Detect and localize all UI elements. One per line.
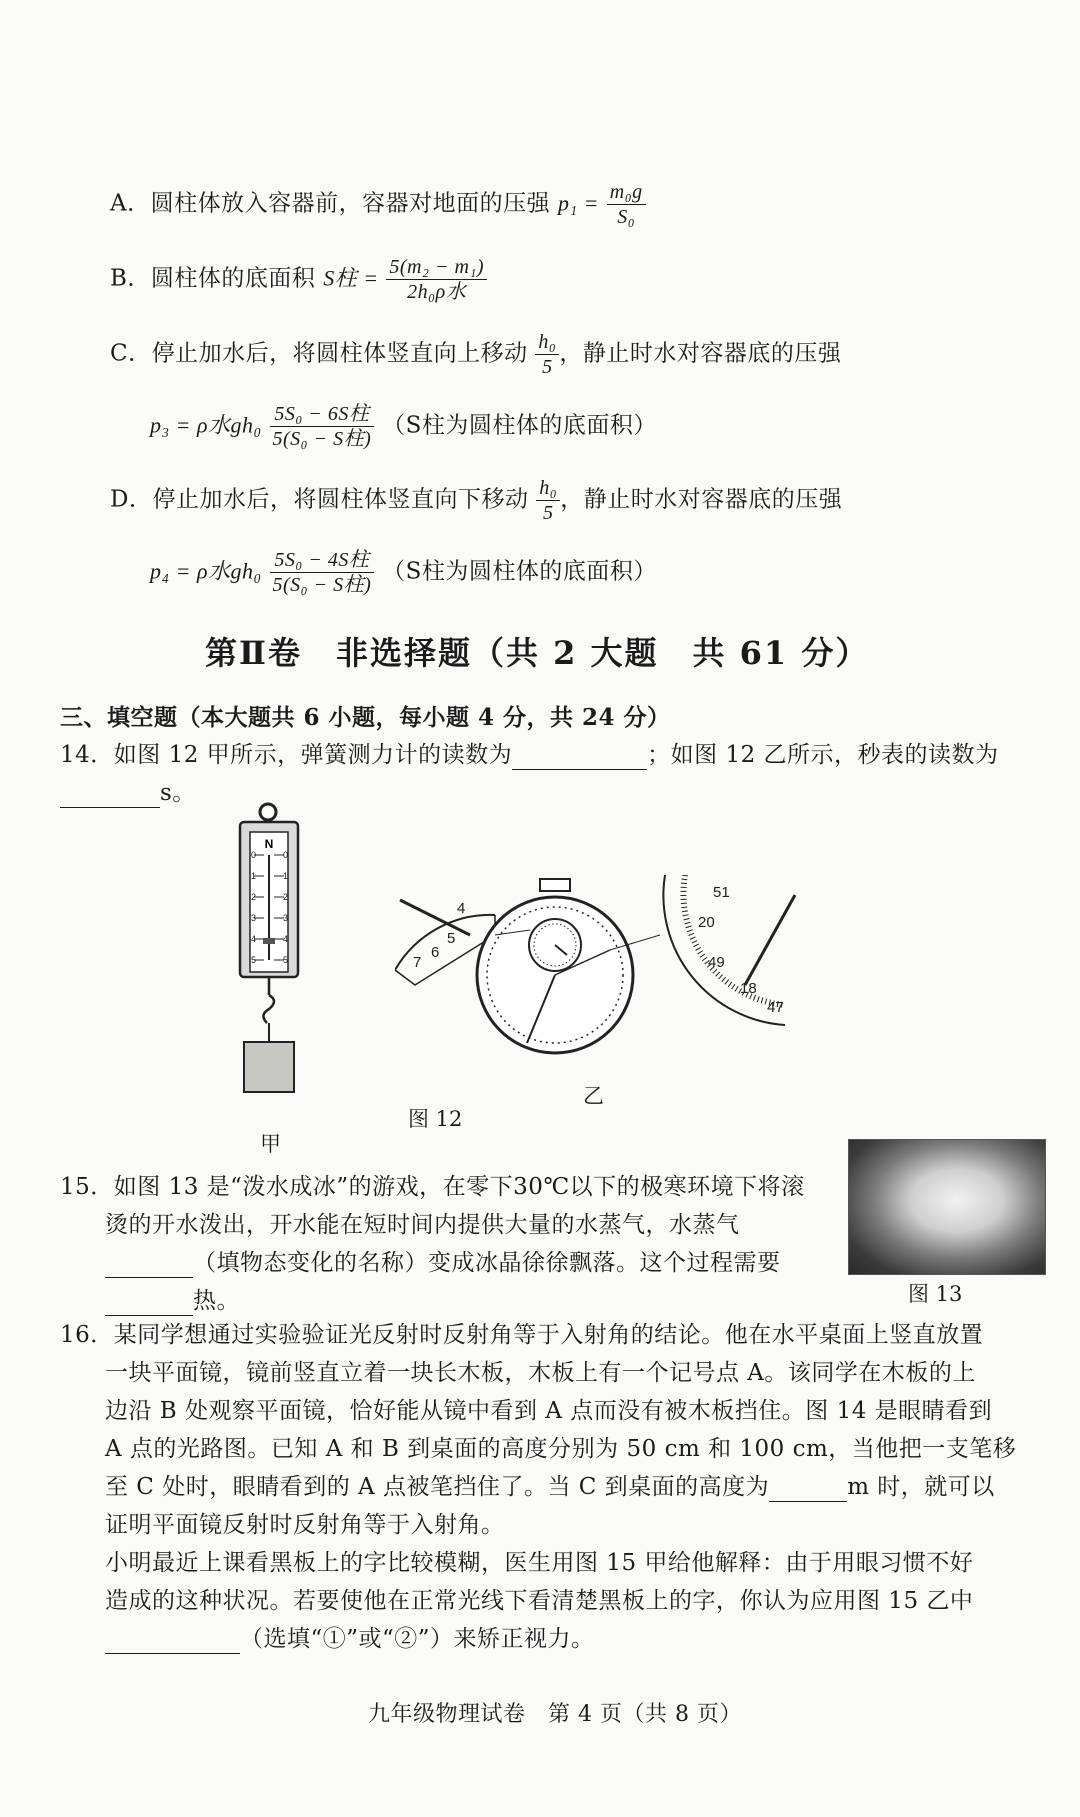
option-a-text: 圆柱体放入容器前，容器对地面的压强	[150, 190, 551, 217]
option-c-text2: ，静止时水对容器底的压强	[559, 340, 842, 367]
option-d-den: 5(S₀ − S柱)	[272, 574, 372, 596]
dial-right-label-18: 18	[740, 980, 757, 997]
dial-left-label-4: 4	[457, 900, 466, 917]
dial-right-label-20: 20	[698, 914, 715, 931]
q16-line3: 边沿 B 处观察平面镜，恰好能从镜中看到 A 点而没有被木板挡住。图 14 是眼睛看到	[105, 1398, 993, 1424]
spring-tick-left-5: 5	[251, 955, 257, 965]
option-c-lhs: p₃ = ρ水gh₀	[150, 412, 262, 438]
option-c-den: 5(S₀ − S柱)	[272, 428, 372, 450]
label-yi: 乙	[583, 1084, 604, 1108]
option-d-move-num: h₀	[536, 476, 560, 501]
q16-line6: 证明平面镜反射时反射角等于入射角。	[105, 1512, 505, 1538]
option-d-move-den: 5	[542, 502, 554, 524]
q16-line1: 16．某同学想通过实验验证光反射时反射角等于入射角的结论。他在水平桌面上竖直放置	[60, 1322, 984, 1348]
dial-left-label-7: 7	[413, 954, 422, 971]
option-c-formula	[150, 402, 657, 451]
option-d-formula	[150, 548, 657, 597]
option-d-label: D．	[110, 486, 153, 513]
option-d	[110, 476, 842, 525]
q14-line1	[60, 740, 999, 770]
q14-text-2: s。	[160, 780, 196, 806]
page-footer: 九年级物理试卷 第 4 页（共 8 页）	[368, 1702, 742, 1727]
q15-blank-1	[105, 1253, 193, 1278]
spring-scale-figure	[230, 800, 340, 1160]
option-b-num: 5(m₂ − m₁)	[386, 255, 487, 280]
q16-text-5a: 至 C 处时，眼睛看到的 A 点被笔挡住了。当 C 到桌面的高度为	[105, 1474, 770, 1500]
q16-line7: 小明最近上课看黑板上的字比较模糊，医生用图 15 甲给他解释：由于用眼习惯不好	[105, 1550, 974, 1576]
option-b-label: B．	[110, 265, 151, 292]
option-c-num: 5S₀ − 6S柱	[270, 402, 375, 427]
dial-left-label-5: 5	[447, 930, 456, 947]
dial-right-label-47: 47	[767, 999, 784, 1016]
option-b-fraction	[386, 255, 487, 304]
option-c-text: 停止加水后，将圆柱体竖直向上移动	[151, 340, 528, 367]
option-c-move-fraction	[535, 330, 559, 379]
option-c-note: （S柱为圆柱体的底面积）	[382, 412, 657, 439]
option-b-text: 圆柱体的底面积	[150, 265, 316, 292]
q16-line2: 一块平面镜，镜前竖直立着一块长木板，木板上有一个记号点 A。该同学在木板的上	[105, 1360, 976, 1386]
q16-line8: 造成的这种状况。若要使他在正常光线下看清楚黑板上的字，你认为应用图 15 乙中	[105, 1588, 974, 1614]
option-c-move-num: h₀	[535, 330, 559, 355]
q16-line9	[105, 1624, 595, 1654]
option-d-num: 5S₀ − 4S柱	[270, 548, 375, 573]
spring-unit-label: N	[264, 837, 274, 851]
spring-tick-left-3: 3	[251, 913, 257, 923]
stopwatch-figure	[395, 875, 805, 1075]
option-a-lhs: p₁ =	[557, 190, 599, 216]
spring-tick-left-4: 4	[251, 934, 257, 944]
option-a-fraction	[607, 180, 646, 229]
q14-text-a: 14．如图 12 甲所示，弹簧测力计的读数为	[60, 742, 513, 768]
q15-line2: 烫的开水泼出，开水能在短时间内提供大量的水蒸气，水蒸气	[105, 1212, 740, 1238]
q16-line5	[105, 1472, 995, 1502]
option-b	[110, 255, 487, 304]
dial-right-label-49: 49	[708, 954, 725, 971]
option-d-note: （S柱为圆柱体的底面积）	[382, 558, 657, 585]
q16-text-9: （选填“①”或“②”）来矫正视力。	[240, 1626, 595, 1652]
part2-title: 第Ⅱ卷 非选择题（共 2 大题 共 61 分）	[205, 634, 870, 672]
spring-tick-right-5: 5	[283, 955, 289, 965]
q14-line2	[60, 778, 196, 808]
q14-blank-2	[60, 783, 160, 808]
option-d-fraction	[270, 548, 375, 597]
spring-tick-right-2: 2	[283, 892, 289, 902]
q16-text-5b: m 时，就可以	[847, 1474, 995, 1500]
q16-blank-1	[769, 1477, 847, 1502]
option-d-move-fraction	[536, 476, 560, 525]
q15-line3	[105, 1248, 781, 1278]
dial-left-label-6: 6	[431, 944, 440, 961]
q15-text-3: （填物态变化的名称）变成冰晶徐徐飘落。这个过程需要	[193, 1250, 781, 1276]
option-a-den: S₀	[617, 206, 636, 228]
fig13-caption: 图 13	[908, 1282, 963, 1306]
option-d-lhs: p₄ = ρ水gh₀	[150, 558, 262, 584]
spring-tick-left-0: 0	[251, 850, 257, 860]
q15-line1: 15．如图 13 是“泼水成冰”的游戏，在零下30℃以下的极寒环境下将滚	[60, 1174, 805, 1200]
q16-blank-2	[105, 1629, 240, 1654]
q15-line4	[105, 1286, 240, 1316]
spring-tick-right-0: 0	[283, 850, 289, 860]
q14-blank-1	[512, 745, 647, 770]
splash-ice-photo	[848, 1139, 1046, 1275]
option-c	[110, 330, 841, 379]
spring-tick-right-1: 1	[283, 871, 289, 881]
option-c-move-den: 5	[542, 356, 553, 378]
fig12-caption: 图 12	[408, 1107, 463, 1131]
option-d-text2: ，静止时水对容器底的压强	[560, 486, 843, 513]
option-c-label: C．	[110, 340, 152, 367]
option-a-num: m₀g	[607, 180, 646, 205]
option-a-label: A．	[110, 190, 151, 217]
option-d-text: 停止加水后，将圆柱体竖直向下移动	[152, 486, 529, 513]
q15-blank-2	[105, 1291, 193, 1316]
dial-right-label-51: 51	[713, 884, 730, 901]
spring-tick-left-1: 1	[251, 871, 257, 881]
option-b-lhs: S柱 =	[323, 265, 379, 291]
q14-text-b: ；如图 12 乙所示，秒表的读数为	[647, 742, 999, 768]
q15-text-4: 热。	[193, 1288, 240, 1314]
spring-tick-left-2: 2	[251, 892, 257, 902]
option-a	[110, 180, 646, 229]
section3-heading: 三、填空题（本大题共 6 小题，每小题 4 分，共 24 分）	[60, 704, 671, 731]
q16-line4: A 点的光路图。已知 A 和 B 到桌面的高度分别为 50 cm 和 100 cm，当他把一支笔移	[105, 1436, 1017, 1462]
option-b-den: 2h₀ρ水	[407, 281, 467, 303]
spring-tick-right-3: 3	[283, 913, 289, 923]
option-c-fraction	[270, 402, 375, 451]
label-jia: 甲	[260, 1132, 281, 1156]
spring-tick-right-4: 4	[283, 934, 289, 944]
